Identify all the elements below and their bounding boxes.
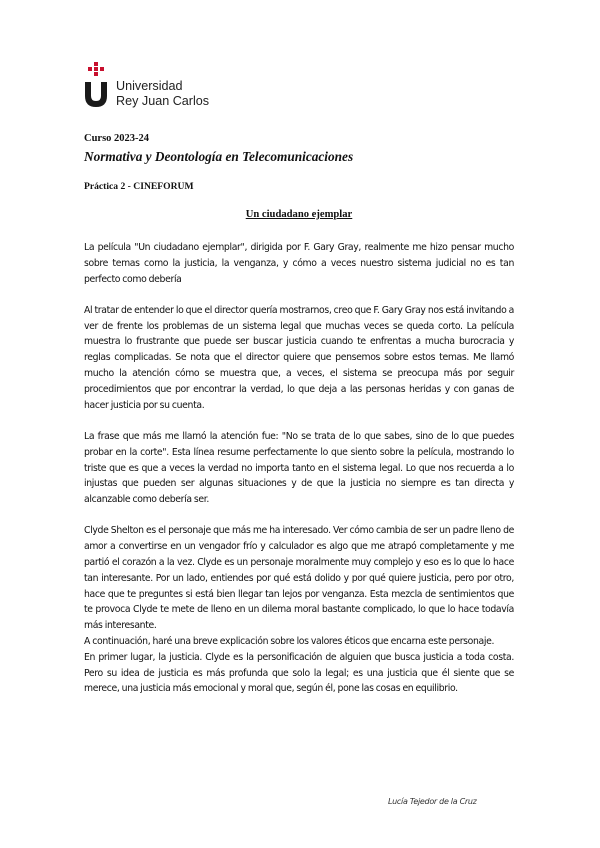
paragraph-values-intro: A continuación, haré una breve explicación sobre los valores éticos que encarna este personaje. — [84, 636, 495, 648]
author-signature: Lucía Tejedor de la Cruz — [388, 797, 477, 806]
university-name-line2: Rey Juan Carlos — [116, 93, 210, 108]
paragraph-quote: La frase que más me llamó la atención fue: "No se trata de lo que sabes, sino de lo que puedes probar en la corte". Esta línea resume perfectamente lo que siento sobre la película, mostrando lo triste que es que a veces la verdad no importa tanto en el sistema legal. Lo que nos recuerda a lo injustas que pueden ser algunas situaciones y de que la justicia no siempre es tan directa y alcanzable como debería ser. — [84, 430, 514, 506]
practice-label: Práctica 2 - CINEFORUM — [84, 181, 194, 192]
course-year: Curso 2023-24 — [84, 133, 150, 144]
paragraph-intro: La película "Un ciudadano ejemplar", dirigida por F. Gary Gray, realmente me hizo pensar mucho sobre temas como la justicia, la venganza, y cómo a veces nuestro sistema judicial no es tan perfecto como debería — [84, 242, 514, 285]
document-title: Un ciudadano ejemplar — [245, 209, 353, 220]
paragraph-director: Al tratar de entender lo que el director quería mostrarnos, creo que F. Gary Gray nos está invitando a ver de frente los problemas de un sistema legal que muchas veces se queda corto. La película muestra lo frustrante que puede ser buscar justicia cuando te enfrentas a mucha burocracia y reglas complicadas. Se nota que el director quiere que pensemos sobre estos temas. Me llamó mucho la atención cómo se muestra que, a veces, el sistema se preocupa más por seguir procedimientos que por encontrar la verdad, lo que deja a las personas heridas y con ganas de hacer justicia por su cuenta. — [84, 304, 514, 411]
document-body — [84, 240, 514, 697]
university-logo — [84, 62, 214, 112]
university-name-line1: Universidad — [116, 79, 183, 93]
subject-title: Normativa y Deontología en Telecomunicaciones — [84, 149, 354, 164]
paragraph-clyde: Clyde Shelton es el personaje que más me ha interesado. Ver cómo cambia de ser un padre lleno de amor a convertirse en un vengador frío y calculador es algo que me atrapó completamente y me partió el corazón a la vez. Clyde es un personaje moralmente muy complejo y eso es lo que lo hace tan interesante. Por un lado, entiendes por qué está dolido y por qué quiere justicia, pero por otro, hace que te preguntes si está bien llegar tan lejos por venganza. Esta mezcla de sentimientos que te provoca Clyde te mete de lleno en un dilema moral bastante complicado, lo que lo hace todavía más interesante. — [84, 525, 514, 632]
paragraph-justice: En primer lugar, la justicia. Clyde es la personificación de alguien que busca justicia a toda costa. Pero su idea de justicia es más profunda que solo la legal; es una justicia que él siente que se merece, una justicia más emocional y moral que, según él, pone las cosas en equilibrio. — [84, 651, 514, 695]
urjc-logo-icon — [84, 62, 108, 108]
university-name — [116, 79, 209, 108]
